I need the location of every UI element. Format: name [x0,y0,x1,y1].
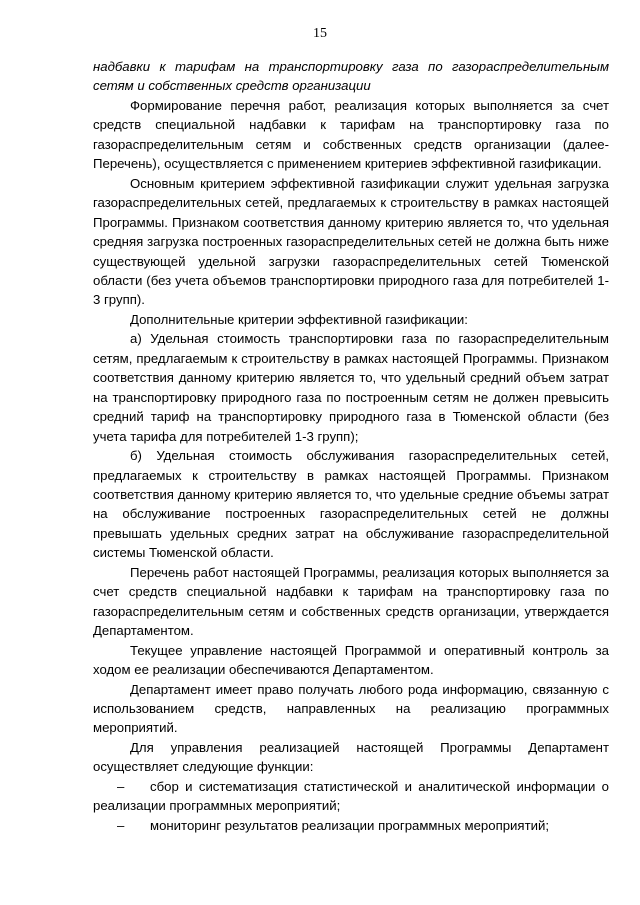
paragraph-additional-criteria-intro: Дополнительные критерии эффективной газификации: [130,311,468,327]
list-dash: – [117,817,125,833]
paragraph-approval: Перечень работ настоящей Программы, реализация которых выполняется за счет средств специальной надбавки к тарифам на транспортировку газа по газораспределительным сетям и собственных средств организации, утверждается Департаментом. [93,564,609,639]
paragraph-criterion-a: а) Удельная стоимость транспортировки газа по газораспределительным сетям, предлагаемым к строительству в рамках настоящей Программы. Признаком соответствия данному критерию является то, что удельный средний объем затрат на транспортировку природного газа по построенным сетям не должен превысить средний тариф на транспортировку природного газа в Тюменской области (без учета тарифа для потребителей 1-3 групп); [93,331,609,444]
document-body [93,57,609,835]
paragraph-criterion-b: б) Удельная стоимость обслуживания газораспределительных сетей, предлагаемых к строительству в рамках настоящей Программы. Признаком соответствия данному критерию является то, что удельные средние объемы затрат на обслуживание построенных газораспределительных сетей не должны превышать удельных средних затрат на обслуживание газораспределительной системы Тюменской области. [93,448,609,561]
paragraph-functions-intro: Для управления реализацией настоящей Программы Департамент осуществляет следующие функции: [93,739,609,775]
page-number: 15 [313,26,327,41]
list-item-function [93,816,609,835]
section-heading-continuation: надбавки к тарифам на транспортировку газа по газораспределительным сетям и собственных средств организации [93,59,609,94]
list-dash: – [117,778,125,794]
list-item-function [93,777,609,816]
list-item-text: сбор и систематизация статистической и аналитической информации о реализации программных мероприятий; [93,778,609,814]
paragraph-main-criterion: Основным критерием эффективной газификации служит удельная загрузка газораспределительных сетей, предлагаемых к строительству в рамках настоящей Программы. Признаком соответствия данному критерию является то, что удельная средняя загрузка построенных газораспределительных сетей не должна быть ниже существующей удельной загрузки газораспределительных сетей Тюменской области (без учета объемов транспортировки природного газа для потребителей 1-3 групп). [93,175,609,308]
list-item-text: мониторинг результатов реализации программных мероприятий; [150,817,550,833]
paragraph-department-rights: Департамент имеет право получать любого рода информацию, связанную с использованием средств, направленных на реализацию программных мероприятий. [93,681,609,736]
paragraph-list-formation: Формирование перечня работ, реализация которых выполняется за счет средств специальной надбавки к тарифам на транспортировку газа по газораспределительным сетям и собственных средств организации (далее-Перечень), осуществляется с применением критериев эффективной газификации. [93,97,609,172]
paragraph-management: Текущее управление настоящей Программой и оперативный контроль за ходом ее реализации обеспечиваются Департаментом. [93,642,609,678]
